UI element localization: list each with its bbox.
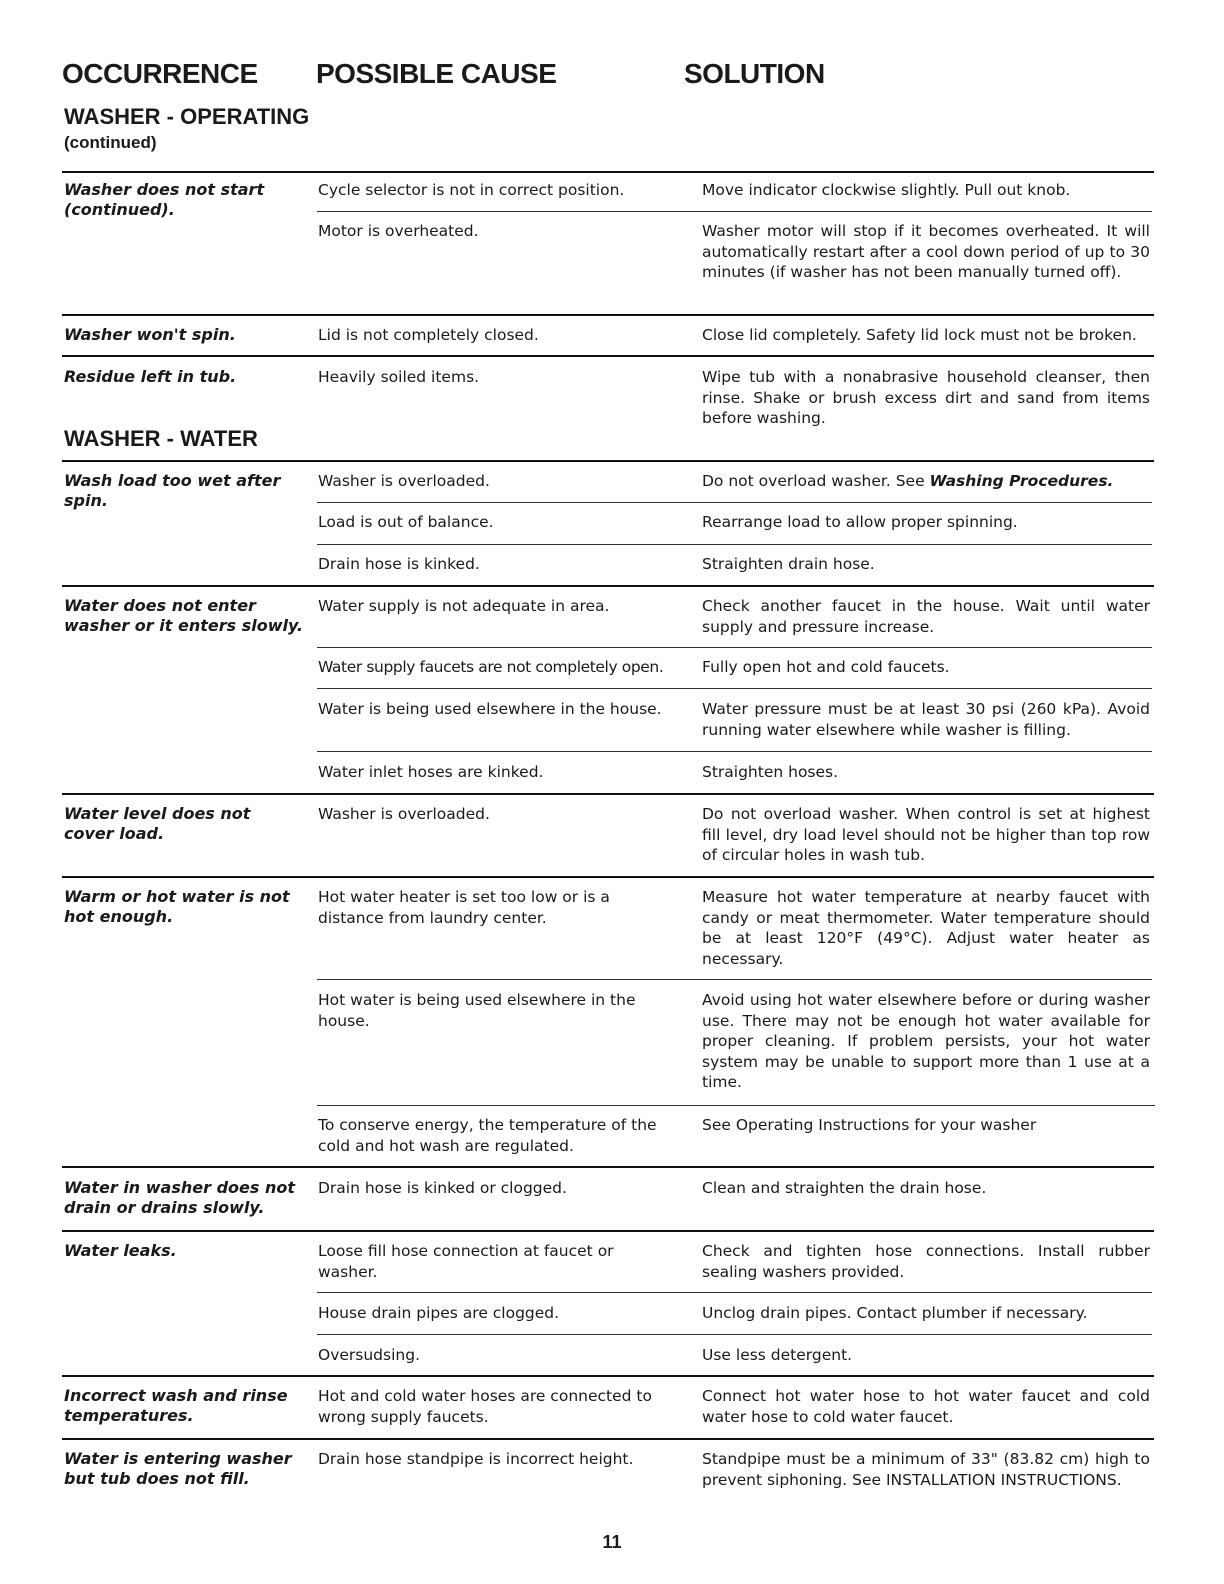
solution-text: Use less detergent. <box>702 1346 853 1364</box>
row-divider <box>317 1334 1152 1335</box>
cause-text: Hot water is being used elsewhere in the house. <box>318 991 636 1030</box>
section-rule <box>62 171 1154 173</box>
solution-text: Straighten hoses. <box>702 763 839 781</box>
section-title-washer-operating: WASHER - OPERATING <box>64 104 310 129</box>
row-divider <box>317 647 1152 648</box>
solution-text: Unclog drain pipes. Contact plumber if necessary. <box>702 1304 1088 1322</box>
solution-text: Rearrange load to allow proper spinning. <box>702 513 1018 531</box>
cause-text: To conserve energy, the temperature of the cold and hot wash are regulated. <box>318 1116 657 1155</box>
solution-text: Connect hot water hose to hot water faucet and cold water hose to cold water faucet. <box>702 1387 1150 1426</box>
section-rule <box>62 793 1154 795</box>
solution-text: Check and tighten hose connections. Install rubber sealing washers provided. <box>702 1242 1150 1281</box>
cause-text: Lid is not completely closed. <box>318 326 539 344</box>
section-rule <box>62 876 1154 878</box>
occurrence-incorrect-temperatures: Incorrect wash and rinse temperatures. <box>64 1386 288 1425</box>
header-occurrence: OCCURRENCE <box>62 58 258 89</box>
cause-text: Water is being used elsewhere in the house. <box>318 700 662 718</box>
section-rule <box>62 1438 1154 1440</box>
cause-text: Drain hose is kinked. <box>318 555 480 573</box>
section-continued-label: (continued) <box>64 133 157 152</box>
section-rule <box>62 355 1154 357</box>
solution-text: Wipe tub with a nonabrasive household cleanser, then rinse. Shake or brush excess dirt and sand from items before washing. <box>702 368 1150 427</box>
solution-text: Measure hot water temperature at nearby faucet with candy or meat thermometer. Water temperature should be at least 120°F (49°C). Adjust water heater as necessary. <box>702 888 1150 968</box>
section-rule <box>62 1230 1154 1232</box>
cause-text: Washer is overloaded. <box>318 805 490 823</box>
occurrence-water-leaks: Water leaks. <box>64 1241 177 1260</box>
cause-text: Motor is overheated. <box>318 222 479 240</box>
section-rule <box>62 460 1154 462</box>
cause-text: Washer is overloaded. <box>318 472 490 490</box>
cause-text: Water inlet hoses are kinked. <box>318 763 544 781</box>
occurrence-water-not-hot-enough: Warm or hot water is not hot enough. <box>64 887 290 926</box>
header-solution: SOLUTION <box>684 58 825 89</box>
cause-text: Hot and cold water hoses are connected to wrong supply faucets. <box>318 1387 652 1426</box>
row-divider <box>317 688 1152 689</box>
cause-text: Load is out of balance. <box>318 513 494 531</box>
solution-text: Check another faucet in the house. Wait until water supply and pressure increase. <box>702 597 1150 636</box>
occurrence-tub-does-not-fill: Water is entering washer but tub does not fill. <box>64 1449 292 1488</box>
occurrence-washer-does-not-start: Washer does not start (continued). <box>64 180 265 219</box>
occurrence-water-level-does-not-cover: Water level does not cover load. <box>64 804 251 843</box>
cause-text: House drain pipes are clogged. <box>318 1304 560 1322</box>
solution-text: Do not overload washer. When control is set at highest fill level, dry load level should not be higher than top row of circular holes in wash tub. <box>702 805 1150 864</box>
solution-text: Clean and straighten the drain hose. <box>702 1179 987 1197</box>
cause-text: Heavily soiled items. <box>318 368 480 386</box>
solution-text: Close lid completely. Safety lid lock must not be broken. <box>702 326 1137 344</box>
cause-text: Loose fill hose connection at faucet or washer. <box>318 1242 614 1281</box>
page-number: 11 <box>602 1532 622 1552</box>
cause-text: Drain hose standpipe is incorrect height. <box>318 1450 634 1468</box>
washing-procedures-reference: Washing Procedures. <box>929 472 1114 490</box>
row-divider <box>317 979 1152 980</box>
solution-text: See Operating Instructions for your washer <box>702 1116 1037 1134</box>
solution-text: Move indicator clockwise slightly. Pull out knob. <box>702 181 1071 199</box>
section-rule <box>62 585 1154 587</box>
cause-text: Drain hose is kinked or clogged. <box>318 1179 567 1197</box>
solution-text: Standpipe must be a minimum of 33" (83.82 cm) high to prevent siphoning. See INSTALLATION INSTRUCTIONS. <box>702 1450 1150 1489</box>
solution-text <box>702 471 1150 492</box>
section-rule <box>62 1375 1154 1377</box>
section-rule <box>62 1166 1154 1168</box>
solution-text: Fully open hot and cold faucets. <box>702 658 950 676</box>
occurrence-wash-load-too-wet: Wash load too wet after spin. <box>64 471 281 510</box>
section-title-washer-water: WASHER - WATER <box>64 426 258 451</box>
cause-text: Water supply faucets are not completely open. <box>318 658 664 676</box>
solution-text-part: Do not overload washer. See <box>702 472 925 490</box>
row-divider <box>317 544 1152 545</box>
cause-text: Cycle selector is not in correct position. <box>318 181 625 199</box>
cause-text: Water supply is not adequate in area. <box>318 597 610 615</box>
row-divider <box>317 1292 1152 1293</box>
row-divider <box>317 211 1152 212</box>
solution-text: Water pressure must be at least 30 psi (260 kPa). Avoid running water elsewhere while washer is filling. <box>702 700 1150 739</box>
row-divider <box>317 1105 1155 1106</box>
solution-text: Straighten drain hose. <box>702 555 875 573</box>
occurrence-residue-left-in-tub: Residue left in tub. <box>64 367 237 386</box>
section-rule <box>62 314 1154 316</box>
row-divider <box>317 502 1152 503</box>
row-divider <box>317 751 1152 752</box>
solution-text: Washer motor will stop if it becomes overheated. It will automatically restart after a cool down period of up to 30 minutes (if washer has not been manually turned off). <box>702 222 1150 281</box>
occurrence-washer-wont-spin: Washer won't spin. <box>64 325 236 344</box>
header-possible-cause: POSSIBLE CAUSE <box>316 58 557 89</box>
occurrence-water-does-not-enter: Water does not enter washer or it enters slowly. <box>64 596 303 635</box>
occurrence-water-does-not-drain: Water in washer does not drain or drains slowly. <box>64 1178 295 1217</box>
cause-text: Oversudsing. <box>318 1346 420 1364</box>
cause-text: Hot water heater is set too low or is a distance from laundry center. <box>318 888 610 927</box>
solution-text: Avoid using hot water elsewhere before or during washer use. There may not be enough hot water available for proper cleaning. If problem persists, your hot water system may be unable to support more than 1 use at a time. <box>702 991 1150 1091</box>
